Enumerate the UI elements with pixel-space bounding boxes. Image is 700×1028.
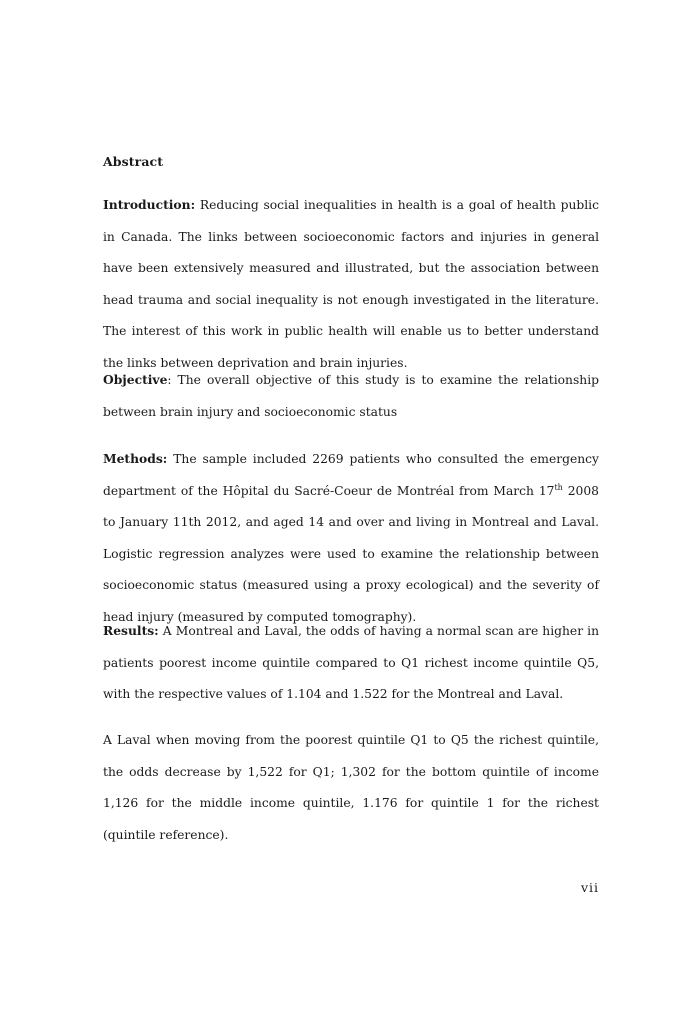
objective-text: : The overall objective of this study is to examine the relationship between brain injury and socioeconomic status: [103, 373, 599, 419]
laval-paragraph: [103, 725, 599, 851]
results-paragraph: [103, 615, 599, 711]
objective-paragraph: [103, 364, 599, 428]
results-text: A Montreal and Laval, the odds of having a normal scan are higher in patients poorest income quintile compared to Q1 richest income quintile Q5, with the respective values of 1.104 and 1.522 for the Montreal and Laval.: [103, 624, 599, 701]
methods-text-part-1: The sample included 2269 patients who consulted the emergency department of the Hôpital du Sacré-Coeur de Montréal from March 17: [103, 452, 599, 498]
introduction-paragraph: [103, 189, 599, 379]
methods-superscript: th: [554, 482, 563, 492]
document-page: [103, 0, 599, 1028]
page-number: vii: [580, 880, 599, 895]
introduction-text: Reducing social inequalities in health is a goal of health public in Canada. The links between socioeconomic factors and injuries in general have been extensively measured and illustrated, but the association between head trauma and social inequality is not enough investigated in the literature. The interest of this work in public health will enable us to better understand the links between deprivation and brain injuries.: [103, 198, 599, 370]
methods-paragraph: [103, 443, 599, 633]
methods-text-part-2: 2008 to January 11th 2012, and aged 14 and over and living in Montreal and Laval. Logistic regression analyzes were used to examine the relationship between socioeconomic status (measured using a proxy ecological) and the severity of head injury (measured by computed tomography).: [103, 483, 599, 624]
results-label: Results:: [103, 623, 159, 638]
objective-label: Objective: [103, 372, 168, 387]
methods-label: Methods:: [103, 451, 168, 466]
introduction-label: Introduction:: [103, 197, 196, 212]
abstract-heading: Abstract: [103, 154, 164, 169]
laval-text: A Laval when moving from the poorest quintile Q1 to Q5 the richest quintile, the odds decrease by 1,522 for Q1; 1,302 for the bottom quintile of income 1,126 for the middle income quintile, 1.176 for quintile 1 for the richest (quintile reference).: [103, 733, 599, 842]
